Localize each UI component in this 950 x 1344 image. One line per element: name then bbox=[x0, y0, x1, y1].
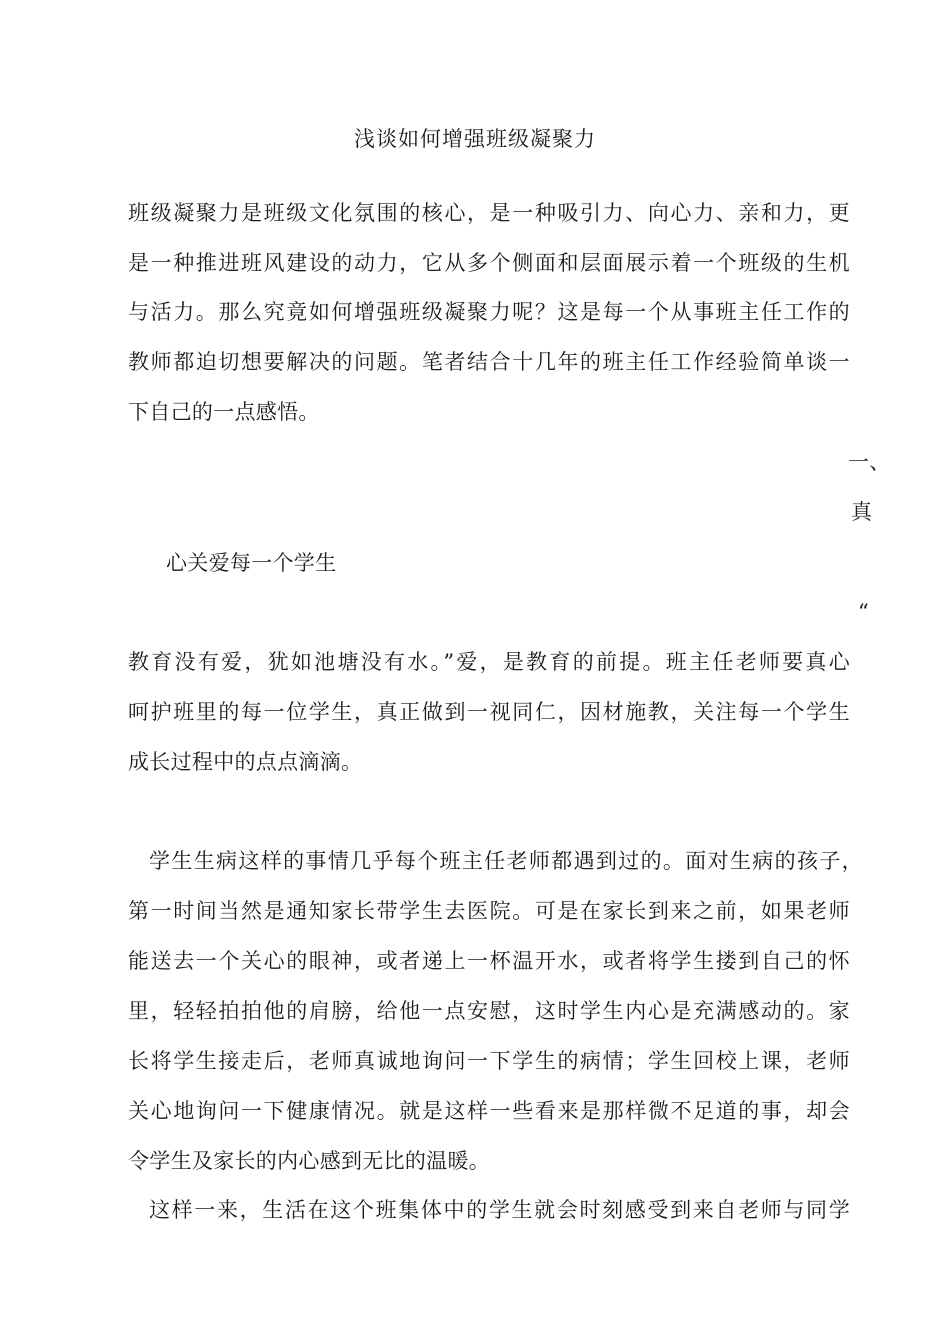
next-line-1: 这样一来，生活在这个班集体中的学生就会时刻感受到来自老师与同学 bbox=[149, 1198, 850, 1222]
section-number: 一、 bbox=[848, 450, 891, 474]
sick-line-7: 令学生及家长的内心感到无比的温暖。 bbox=[128, 1149, 491, 1173]
intro-line-1: 班级凝聚力是班级文化氛围的核心，是一种吸引力、向心力、亲和力，更 bbox=[128, 201, 850, 225]
sick-line-3: 能送去一个关心的眼神，或者递上一杯温开水，或者将学生搂到自己的怀 bbox=[128, 949, 850, 973]
section-heading-text: 心关爱每一个学生 bbox=[166, 551, 337, 575]
love-line-3: 成长过程中的点点滴滴。 bbox=[128, 750, 363, 774]
intro-line-2: 是一种推进班风建设的动力，它从多个侧面和层面展示着一个班级的生机 bbox=[128, 251, 850, 275]
intro-line-5: 下自己的一点感悟。 bbox=[128, 400, 320, 424]
love-line-1: 教育没有爱，犹如池塘没有水。”爱，是教育的前提。班主任老师要真心 bbox=[128, 650, 850, 674]
open-quote: “ bbox=[858, 600, 870, 624]
sick-line-5: 长将学生接走后，老师真诚地询问一下学生的病情；学生回校上课，老师 bbox=[128, 1049, 850, 1073]
intro-line-4: 教师都迫切想要解决的问题。笔者结合十几年的班主任工作经验简单谈一 bbox=[128, 350, 850, 374]
section-heading-char: 真 bbox=[851, 500, 873, 524]
document-title: 浅谈如何增强班级凝聚力 bbox=[354, 127, 596, 151]
love-line-2: 呵护班里的每一位学生，真正做到一视同仁，因材施教，关注每一个学生 bbox=[128, 700, 850, 724]
sick-line-1: 学生生病这样的事情几乎每个班主任老师都遇到过的。面对生病的孩子， bbox=[149, 849, 863, 873]
sick-line-4: 里，轻轻拍拍他的肩膀，给他一点安慰，这时学生内心是充满感动的。家 bbox=[128, 999, 850, 1023]
intro-line-3: 与活力。那么究竟如何增强班级凝聚力呢？这是每一个从事班主任工作的 bbox=[128, 300, 850, 324]
sick-line-6: 关心地询问一下健康情况。就是这样一些看来是那样微不足道的事，却会 bbox=[128, 1099, 850, 1123]
sick-line-2: 第一时间当然是通知家长带学生去医院。可是在家长到来之前，如果老师 bbox=[128, 899, 850, 923]
